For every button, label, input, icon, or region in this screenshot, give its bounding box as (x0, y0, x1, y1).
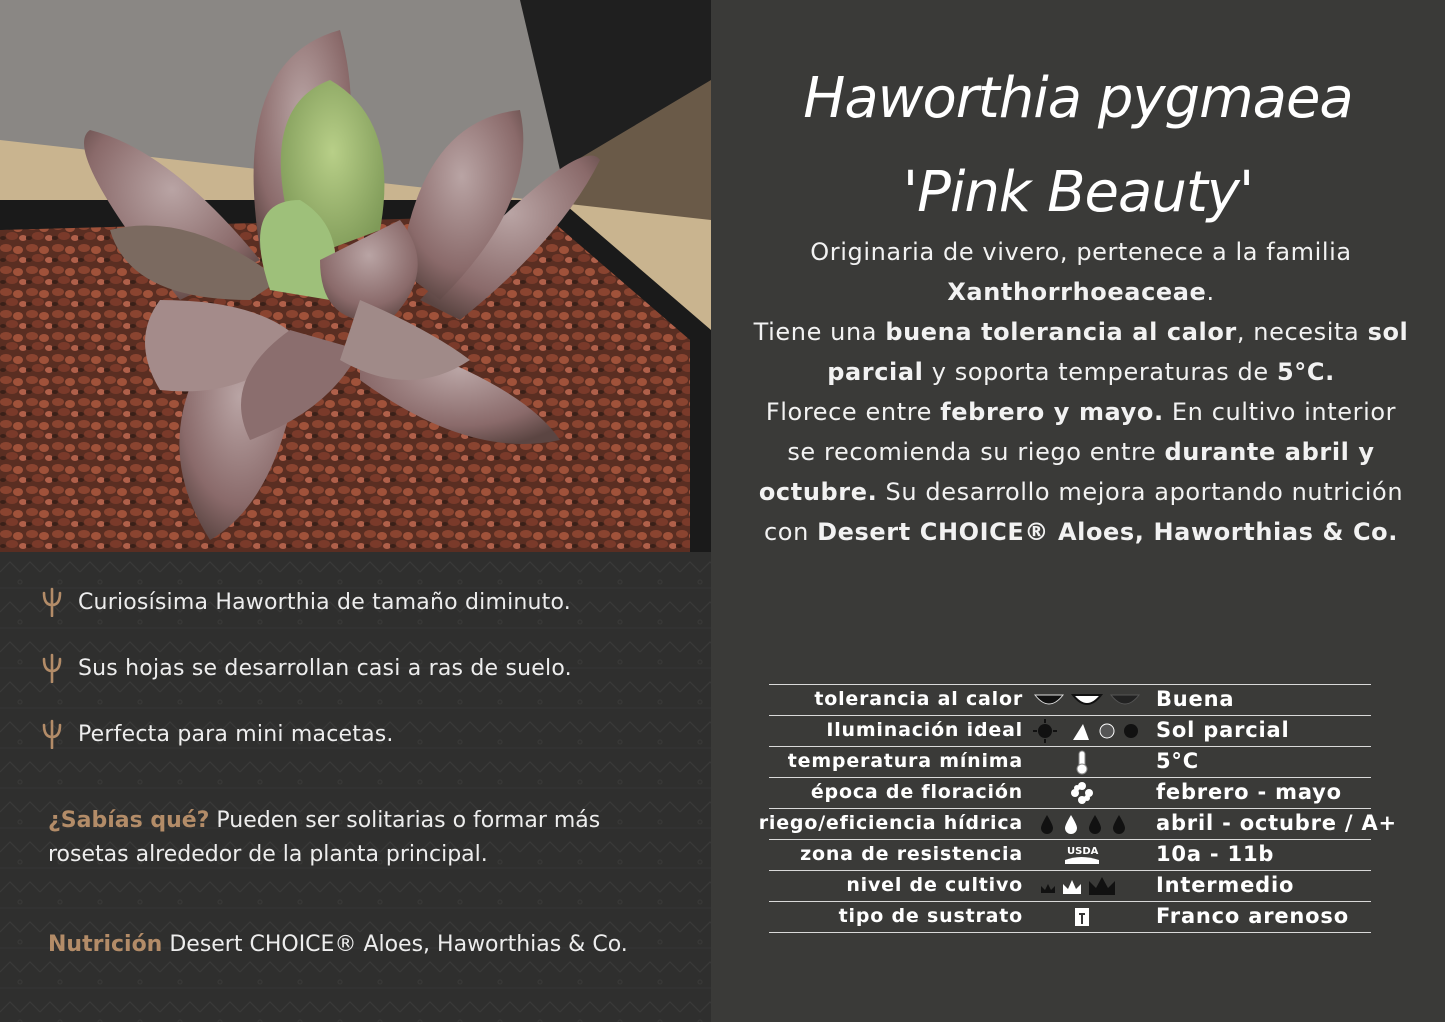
spec-row (769, 746, 1371, 777)
cactus-icon (38, 653, 66, 683)
desc-text: . (1206, 278, 1215, 306)
desc-bold: buena tolerancia al calor (885, 318, 1237, 346)
spec-value: febrero - mayo (1156, 780, 1342, 804)
haworthia-photo-illustration (0, 0, 711, 552)
did-you-know-label: ¿Sabías qué? (48, 808, 210, 833)
cactus-icon (38, 587, 66, 617)
feature-text: Curiosísima Haworthia de tamaño diminuto. (78, 589, 571, 615)
feature-item (38, 718, 698, 750)
feature-text: Perfecta para mini macetas. (78, 721, 394, 747)
feature-list (38, 586, 698, 784)
flower-icon (1031, 780, 1141, 806)
spec-value: 5°C (1156, 749, 1199, 773)
plant-photo (0, 0, 711, 552)
spec-key: zona de resistencia (800, 843, 1023, 865)
usda-icon (1031, 842, 1141, 868)
spec-value: Franco arenoso (1156, 904, 1349, 928)
feature-text: Sus hojas se desarrollan casi a ras de suelo. (78, 655, 572, 681)
nutrition-text: Desert CHOICE® Aloes, Haworthias & Co. (162, 932, 628, 957)
spec-value: Sol parcial (1156, 718, 1290, 742)
description (751, 232, 1411, 552)
spec-row (769, 684, 1371, 715)
desc-bold: sol parcial (827, 318, 1409, 386)
did-you-know (48, 804, 668, 872)
spec-value: 10a - 11b (1156, 842, 1275, 866)
desc-text: , necesita (1236, 318, 1360, 346)
desc-text: Su desarrollo mejora aportando nutrición con (764, 478, 1404, 546)
spec-row (769, 901, 1371, 933)
water-drops-icon (1031, 811, 1141, 837)
spec-row (769, 715, 1371, 746)
desc-bold: 5°C. (1276, 358, 1335, 386)
cactus-icon (38, 719, 66, 749)
spec-row (769, 777, 1371, 808)
sun-partial-icon (1031, 718, 1141, 744)
substrate-icon (1031, 904, 1141, 930)
spec-key: nivel de cultivo (846, 874, 1023, 896)
spec-key: riego/eficiencia hídrica (758, 812, 1023, 834)
page-title (711, 52, 1445, 240)
heat-tolerance-icon (1031, 687, 1141, 713)
info-panel (711, 0, 1445, 1022)
desc-text: Florece entre (765, 398, 941, 426)
spec-value: abril - octubre / A+ (1156, 811, 1397, 835)
title-line-1: Haworthia pygmaea (803, 66, 1353, 131)
desc-text: Tiene una (753, 318, 886, 346)
spec-key: tolerancia al calor (814, 688, 1023, 710)
spec-row (769, 839, 1371, 870)
spec-key: temperatura mínima (787, 750, 1023, 772)
spec-value: Buena (1156, 687, 1235, 711)
specs-table (758, 684, 1397, 933)
nutrition-label: Nutrición (48, 932, 163, 957)
desc-bold: Desert CHOICE® Aloes, Haworthias & Co. (817, 518, 1398, 546)
desc-text: Originaria de vivero, pertenece a la familia (810, 238, 1352, 266)
desc-bold: febrero y mayo. (940, 398, 1164, 426)
spec-row (769, 870, 1371, 901)
nutrition (48, 932, 628, 957)
desc-text: En cultivo interior se recomienda su riego entre (787, 398, 1397, 466)
title-line-2: 'Pink Beauty' (902, 160, 1254, 225)
spec-value: Intermedio (1156, 873, 1295, 897)
features-panel (0, 552, 711, 1022)
crowns-icon (1031, 873, 1141, 899)
desc-family: Xanthorrhoeaceae (947, 278, 1207, 306)
usda-text: USDA (1067, 846, 1099, 857)
spec-key: Iluminación ideal (826, 719, 1023, 741)
thermometer-icon (1031, 749, 1141, 775)
feature-item (38, 586, 698, 618)
desc-bold: durante abril y octubre. (758, 438, 1375, 506)
desc-text: y soporta temperaturas de (923, 358, 1277, 386)
feature-item (38, 652, 698, 684)
spec-key: época de floración (810, 781, 1023, 803)
spec-key: tipo de sustrato (838, 905, 1023, 927)
did-you-know-text: Pueden ser solitarias o formar más rosetas alrededor de la planta principal. (48, 808, 601, 867)
spec-row (758, 808, 1397, 839)
